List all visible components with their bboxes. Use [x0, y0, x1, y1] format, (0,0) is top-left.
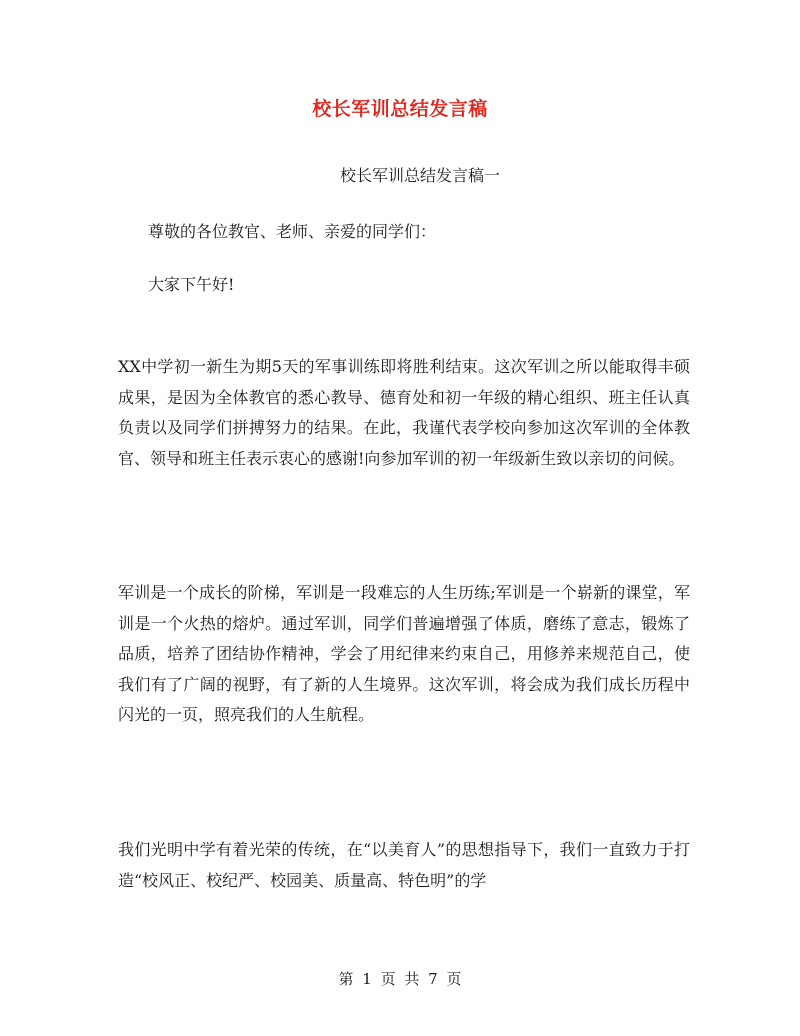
page-footer: 第 1 页 共 7 页: [338, 970, 462, 988]
body-paragraph-3: 我们光明中学有着光荣的传统，在“以美育人”的思想指导下，我们一直致力于打造“校风正、校纪严、校园美、质量高、特色明”的学: [118, 840, 690, 890]
greeting-line: 尊敬的各位教官、老师、亲爱的同学们：: [148, 222, 437, 241]
body-paragraph-1: XX中学初一新生为期5天的军事训练即将胜利结束。这次军训之所以能取得丰硕成果，是因为全体教官的悉心教导、德育处和初一年级的精心组织、班主任认真负责以及同学们拼搏努力的结果。在此，我谨代表学校向参加这次军训的全体教官、领导和班主任表示衷心的感谢!向参加军训的初一年级新生致以亲切的问候。: [118, 357, 690, 468]
body-paragraph-2: 军训是一个成长的阶梯，军训是一段难忘的人生历练;军训是一个崭新的课堂，军训是一个火热的熔炉。通过军训，同学们普遍增强了体质，磨练了意志，锻炼了品质，培养了团结协作精神，学会了用纪律来约束自己，用修养来规范自己，使我们有了广阔的视野，有了新的人生境界。这次军训，将会成为我们成长历程中闪光的一页，照亮我们的人生航程。: [118, 583, 690, 725]
document-title: 校长军训总结发言稿: [312, 98, 488, 120]
salutation-line: 大家下午好!: [148, 275, 235, 294]
document-subtitle: 校长军训总结发言稿一: [339, 166, 500, 185]
